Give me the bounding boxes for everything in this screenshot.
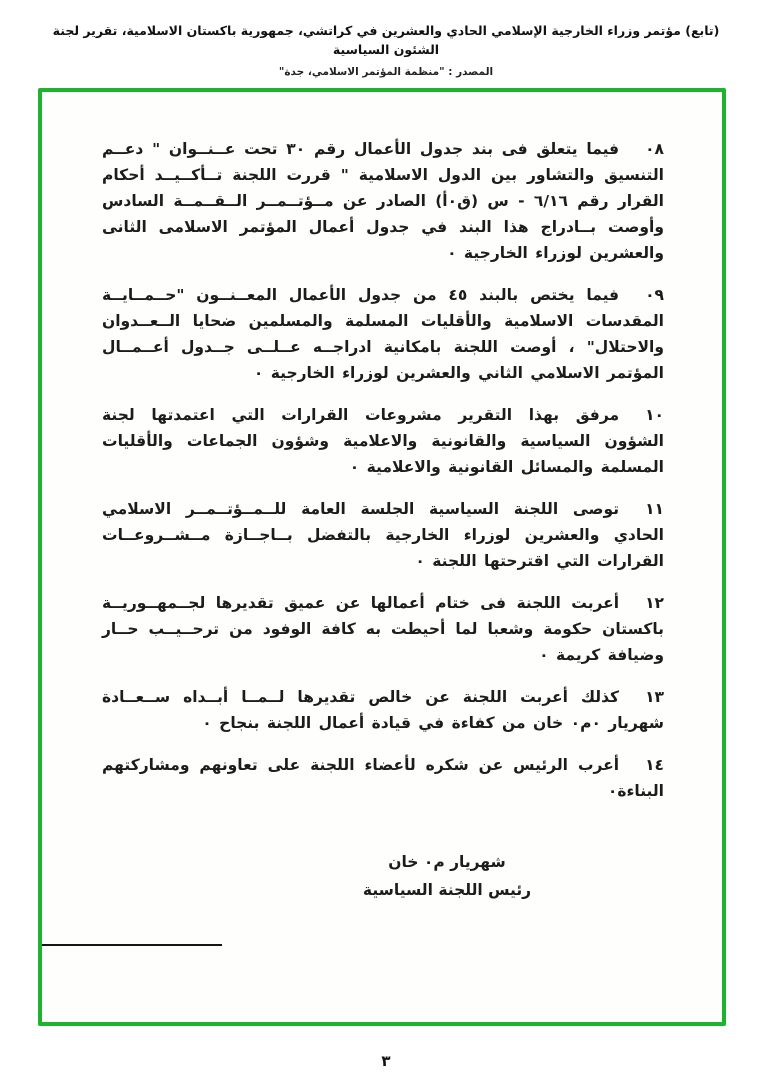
signature-title: رئيس اللجنة السياسية xyxy=(362,881,532,899)
paragraph-text: أعرب الرئيس عن شكره لأعضاء اللجنة على تعاونهم ومشاركتهم البناءة٠ xyxy=(102,756,664,800)
paragraph xyxy=(102,752,664,804)
paragraph-text: توصى اللجنة السياسية الجلسة العامة للــمــؤتــمــر الاسلامي الحادي والعشرين لوزراء الخارجية بالتفضل بــاجــازة مــشــروعــات القرارات التي اقترحتها اللجنة ٠ xyxy=(102,500,664,570)
paragraph-number: ١٣ xyxy=(645,688,664,706)
page-header xyxy=(0,0,772,78)
paragraph-text: كذلك أعربت اللجنة عن خالص تقديرها لــمــا أبــداه ســعــادة شهريار ٠م٠ خان من كفاءة في قيادة أعمال اللجنة بنجاح ٠ xyxy=(102,688,664,732)
page-number: ٣ xyxy=(381,1052,391,1070)
signature-rule xyxy=(42,944,222,946)
paragraph-text: أعربت اللجنة فى ختام أعمالها عن عميق تقديرها لجــمهــوريــة باكستان حكومة وشعبا لما أحيطت به كافة الوفود من ترحــيــب حــار وضيافة كريمة ٠ xyxy=(102,594,664,664)
paragraph xyxy=(102,496,664,574)
paragraph-number: ١١ xyxy=(645,500,664,518)
paragraph-number: ٠٩ xyxy=(645,286,664,304)
paragraph xyxy=(102,684,664,736)
header-title: (تابع) مؤتمر وزراء الخارجية الإسلامي الحادي والعشرين في كراتشي، جمهورية باكستان الاسلامية، تقرير لجنة الشئون السياسية xyxy=(52,23,720,57)
paragraph xyxy=(102,402,664,480)
paragraph-number: ١٢ xyxy=(645,594,664,612)
paragraph xyxy=(102,136,664,266)
paragraph xyxy=(102,282,664,386)
paragraph-text: مرفق بهذا التقرير مشروعات القرارات التي اعتمدتها لجنة الشؤون السياسية والقانونية والاعلامية وشؤون الجماعات والأقليات المسلمة والمسائل القانونية والاعلامية ٠ xyxy=(102,406,664,476)
paragraph-text: فيما يختص بالبند ٤٥ من جدول الأعمال المعــنــون "حــمــايــة المقدسات الاسلامية والأقليات المسلمة والمسلمين ضحايا الــعــدوان والاحتلال" ، أوصت اللجنة بامكانية ادراجــه عــلــى جــدول أعــمــال المؤتمر الاسلامي الثاني والعشرين لوزراء الخارجية ٠ xyxy=(102,286,664,382)
signature-name: شهريار م٠ خان xyxy=(388,853,506,871)
paragraph-number: ١٠ xyxy=(645,406,664,424)
paragraph xyxy=(102,590,664,668)
paragraph-number: ١٤ xyxy=(645,756,664,774)
green-border-frame xyxy=(38,88,726,1026)
paragraph-text: فيما يتعلق فى بند جدول الأعمال رقم ٣٠ تحت عــنــوان " دعــم التنسيق والتشاور بين الدول الاسلامية " قررت اللجنة تــأكــيــد أحكام القرار رقم ٦/١٦ - س (ق٠أ) الصادر عن مــؤتــمــر الــقــمــة السادس وأوصت بــادراج هذا البند في جدول أعمال المؤتمر الاسلامى الثانى والعشرين لوزراء الخارجية ٠ xyxy=(102,140,664,262)
document-body xyxy=(42,92,722,804)
signature-block xyxy=(327,848,567,904)
paragraph-number: ٠٨ xyxy=(645,140,664,158)
header-source: المصدر : "منظمة المؤتمر الاسلامي، جدة" xyxy=(278,65,494,78)
